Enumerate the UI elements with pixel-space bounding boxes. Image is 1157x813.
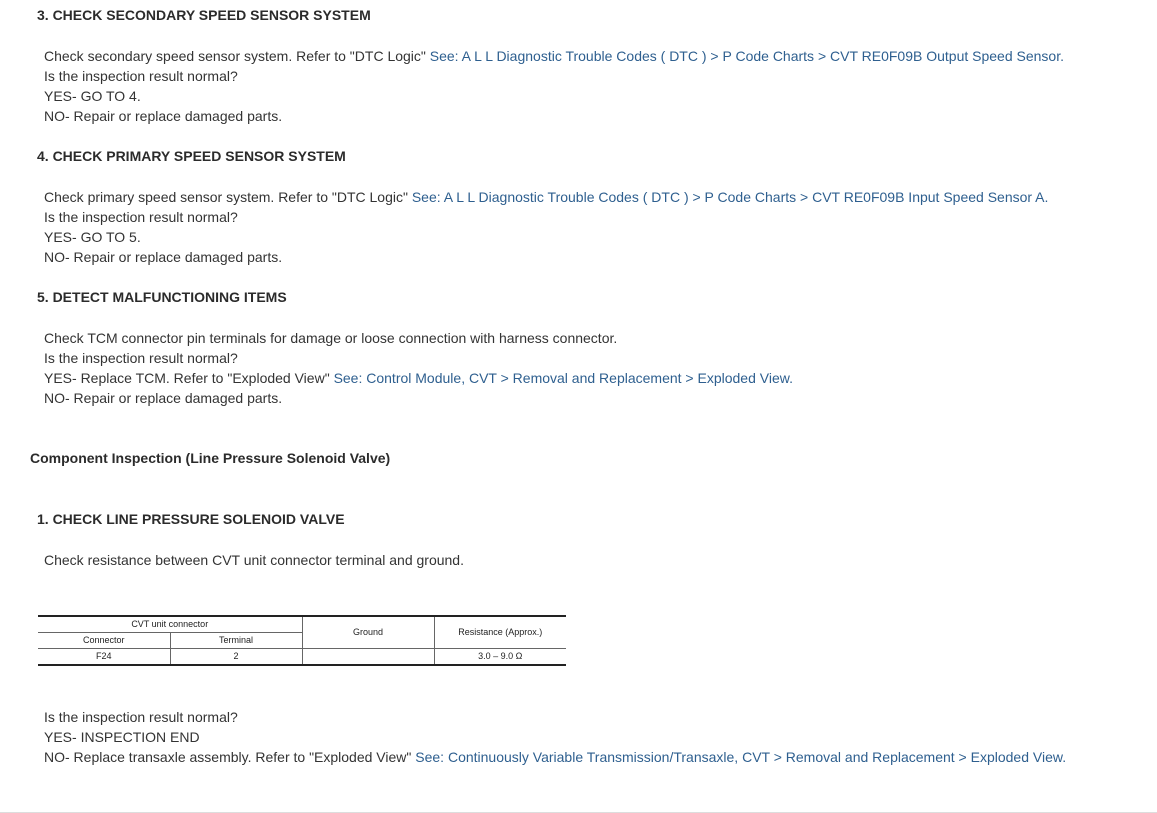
section-5-question: Is the inspection result normal? [44, 350, 238, 366]
resistance-spec-table [38, 615, 566, 666]
output-speed-sensor-link[interactable]: See: A L L Diagnostic Trouble Codes ( DTC ) > P Code Charts > CVT RE0F09B Output Speed Sensor. [429, 48, 1064, 64]
connector-value: F24 [38, 649, 170, 666]
section-3-heading: 3. CHECK SECONDARY SPEED SENSOR SYSTEM [37, 7, 371, 23]
component-yes: YES- INSPECTION END [44, 729, 200, 745]
section-4-refer-line [44, 188, 1048, 206]
section-5-heading: 5. DETECT MALFUNCTIONING ITEMS [37, 289, 287, 305]
section-3-yes: YES- GO TO 4. [44, 88, 141, 104]
table-header-row [38, 616, 566, 633]
terminal-header: Terminal [170, 633, 302, 649]
component-inspection-title: Component Inspection (Line Pressure Solenoid Valve) [30, 450, 391, 466]
section-3-refer-text: Check secondary speed sensor system. Refer to "DTC Logic" [44, 48, 430, 64]
resistance-value: 3.0 – 9.0 Ω [434, 649, 566, 666]
resistance-header: Resistance (Approx.) [434, 616, 566, 649]
section-3-refer-line [44, 47, 1064, 65]
terminal-value: 2 [170, 649, 302, 666]
section-4-yes: YES- GO TO 5. [44, 229, 141, 245]
component-step-heading: 1. CHECK LINE PRESSURE SOLENOID VALVE [37, 511, 345, 527]
component-instruction: Check resistance between CVT unit connector terminal and ground. [44, 552, 464, 568]
connector-header: Connector [38, 633, 170, 649]
control-module-exploded-view-link[interactable]: See: Control Module, CVT > Removal and Replacement > Exploded View. [333, 370, 793, 386]
transaxle-exploded-view-link[interactable]: See: Continuously Variable Transmission/Transaxle, CVT > Removal and Replacement > Exploded View. [415, 749, 1067, 765]
section-4-question: Is the inspection result normal? [44, 209, 238, 225]
component-question: Is the inspection result normal? [44, 709, 238, 725]
section-4-no: NO- Repair or replace damaged parts. [44, 249, 283, 265]
component-no-line [44, 748, 1066, 766]
input-speed-sensor-link[interactable]: See: A L L Diagnostic Trouble Codes ( DTC ) > P Code Charts > CVT RE0F09B Input Speed Sensor A. [411, 189, 1049, 205]
section-3-question: Is the inspection result normal? [44, 68, 238, 84]
section-3-no: NO- Repair or replace damaged parts. [44, 108, 283, 124]
section-5-yes-text: YES- Replace TCM. Refer to "Exploded View" [44, 370, 334, 386]
table-row [38, 649, 566, 666]
section-5-yes-line [44, 369, 793, 387]
ground-header: Ground [302, 616, 434, 649]
section-5-no: NO- Repair or replace damaged parts. [44, 390, 283, 406]
ground-value [302, 649, 434, 666]
cvt-unit-connector-header: CVT unit connector [38, 616, 302, 633]
section-5-instruction: Check TCM connector pin terminals for damage or loose connection with harness connector. [44, 330, 618, 346]
section-4-refer-text: Check primary speed sensor system. Refer to "DTC Logic" [44, 189, 412, 205]
section-4-heading: 4. CHECK PRIMARY SPEED SENSOR SYSTEM [37, 148, 346, 164]
component-no-text: NO- Replace transaxle assembly. Refer to "Exploded View" [44, 749, 416, 765]
